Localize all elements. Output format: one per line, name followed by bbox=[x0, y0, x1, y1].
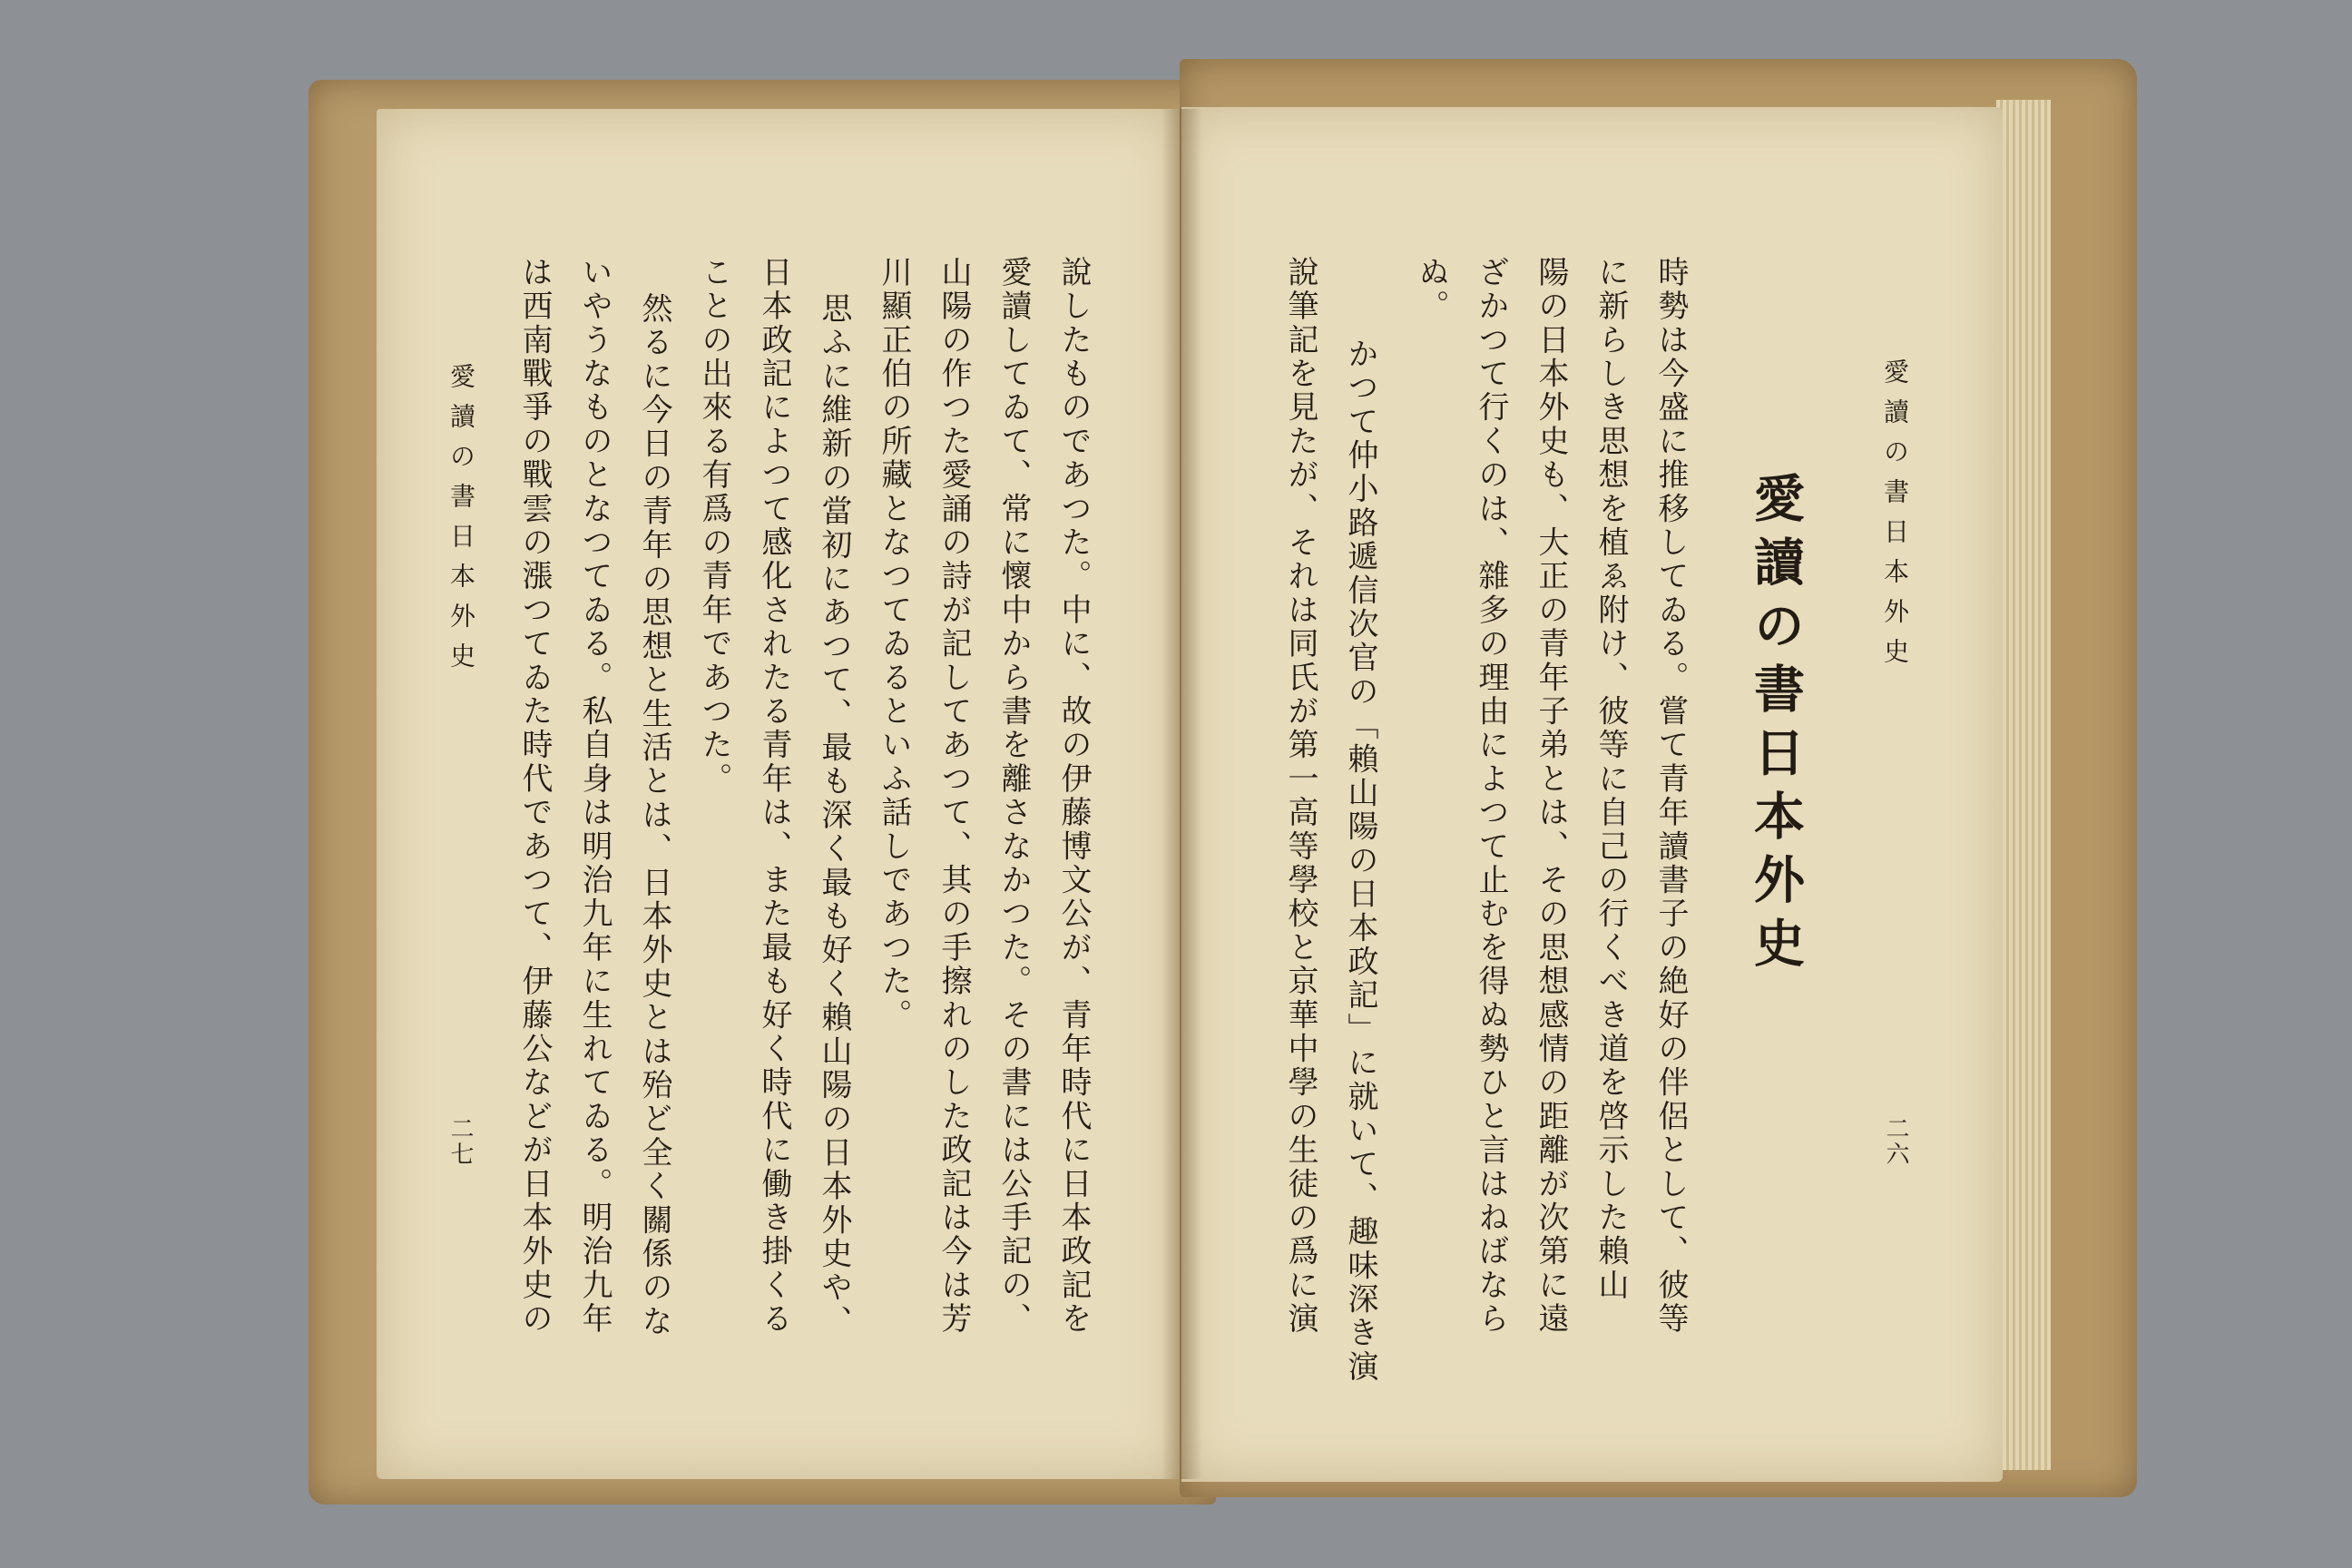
right-page-number: 二六 bbox=[1882, 1116, 1909, 1167]
left-body-column: 日本政記によつて感化されたる青年は、また最も好く時代に働き掛くる bbox=[756, 256, 792, 1337]
left-body-column: 川顯正伯の所藏となつてゐるといふ話しであつた。 bbox=[876, 256, 912, 1033]
left-body-column: 然るに今日の青年の思想と生活とは、日本外史とは殆ど全く關係のな bbox=[636, 292, 672, 1339]
left-body-column: 山陽の作つた愛誦の詩が記してあつて、其の手擦れのした政記は今は芳 bbox=[936, 256, 972, 1337]
left-page-number: 二七 bbox=[446, 1116, 474, 1167]
right-body-column: かつて仲小路遞信次官の「賴山陽の日本政記」に就いて、趣味深き演 bbox=[1342, 338, 1378, 1385]
right-body-column: 說筆記を見たが、それは同氏が第一高等學校と京華中學の生徒の爲に演 bbox=[1282, 256, 1318, 1337]
left-running-header: 愛讀の書日本外史 bbox=[446, 363, 476, 682]
left-body-column: 愛讀してゐて、常に懷中から書を離さなかつた。その書には公手記の、 bbox=[995, 256, 1032, 1337]
right-body-column: ざかつて行くのは、雜多の理由によつて止むを得ぬ勢ひと言はねばなら bbox=[1473, 256, 1509, 1337]
left-body-column: いやうなものとなつてゐる。私自身は明治九年に生れてゐる。明治九年 bbox=[576, 256, 612, 1337]
left-body-column: 說したものであつた。中に、故の伊藤博文公が、青年時代に日本政記を bbox=[1055, 256, 1092, 1337]
right-body-column: 陽の日本外史も、大正の青年子弟とは、その思想感情の距離が次第に遠 bbox=[1533, 256, 1569, 1337]
left-body-column: ことの出來る有爲の青年であつた。 bbox=[696, 256, 732, 797]
page-edges bbox=[1996, 100, 2051, 1470]
book-gutter bbox=[1161, 109, 1202, 1479]
right-body-column: 時勢は今盛に推移してゐる。嘗て青年讀書子の絶好の伴侶として、彼等 bbox=[1652, 256, 1689, 1337]
chapter-title: 愛讀の書日本外史 bbox=[1746, 472, 1806, 980]
left-body-column: 思ふに維新の當初にあつて、最も深く最も好く賴山陽の日本外史や、 bbox=[816, 292, 852, 1339]
right-running-header: 愛讀の書日本外史 bbox=[1880, 358, 1910, 678]
right-body-column: に新らしき思想を植ゑ附け、彼等に自己の行くべき道を啓示した賴山 bbox=[1592, 256, 1629, 1303]
left-body-column: は西南戰爭の戰雲の漲つてゐた時代であつて、伊藤公などが日本外史の bbox=[516, 256, 553, 1337]
right-body-column: ぬ。 bbox=[1413, 256, 1449, 324]
